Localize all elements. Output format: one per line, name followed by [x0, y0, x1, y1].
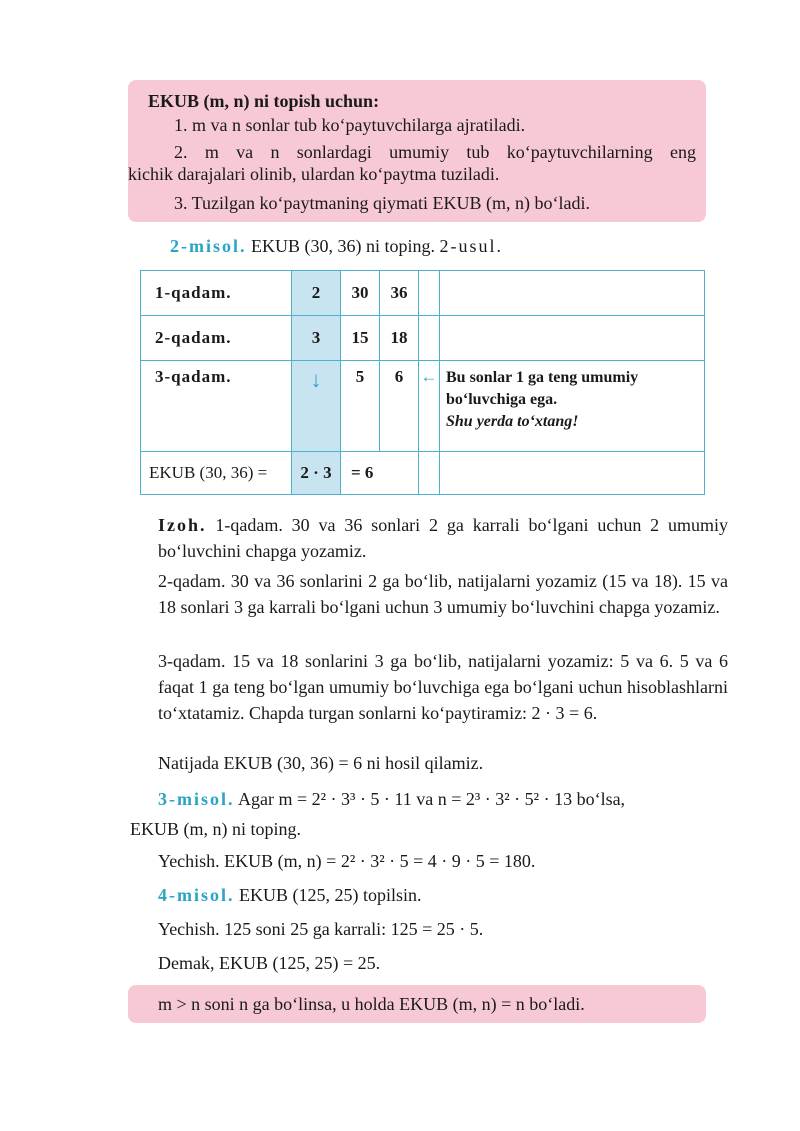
rule-step-1: 1. m va n sonlar tub ko‘paytuvchilarga ajratiladi. — [174, 115, 526, 135]
arrow-cell — [419, 271, 440, 316]
arrow-cell — [419, 316, 440, 361]
step-label: 2-qadam. — [141, 316, 292, 361]
izoh-paragraph-1 — [130, 512, 728, 564]
example-3-solution: Yechish. EKUB (m, n) = 2² · 3² · 5 = 4 · 9 · 5 = 180. — [158, 851, 536, 871]
value-b-cell: 18 — [380, 316, 419, 361]
result-label: EKUB (30, 36) = — [141, 452, 292, 495]
table-row — [141, 271, 705, 316]
fact-text: m > n soni n ga bo‘linsa, u holda EKUB (m, n) = n bo‘ladi. — [158, 994, 585, 1014]
table-row — [141, 316, 705, 361]
rule-title: EKUB (m, n) ni topish uchun: — [148, 91, 380, 111]
example-3-label: 3-misol. — [158, 789, 235, 809]
example-4-text: EKUB (125, 25) topilsin. — [239, 885, 422, 905]
result-value: = 6 — [341, 452, 419, 495]
example-3-text: Agar m = 2² · 3³ · 5 · 11 va n = 2³ · 3² · 5² · 13 bo‘lsa, — [238, 789, 626, 809]
rule-step-2-line-2: kichik darajalari olinib, ulardan ko‘paytma tuziladi. — [128, 164, 500, 184]
rule-step-2-line-1: 2. m va n sonlardagi umumiy tub ko‘paytuvchilarning eng — [174, 142, 696, 162]
result-product: 2 · 3 — [292, 452, 341, 495]
example-2-label: 2-misol. — [170, 236, 247, 256]
step-label: 1-qadam. — [141, 271, 292, 316]
value-b-cell: 6 — [380, 361, 419, 452]
table-row — [141, 361, 705, 452]
example-2-heading — [170, 234, 503, 258]
value-a-cell: 5 — [341, 361, 380, 452]
step-label: 3-qadam. — [141, 361, 292, 452]
note-cell — [440, 316, 705, 361]
steps-table — [140, 270, 705, 495]
rule-box — [128, 80, 706, 222]
note-line-2: bo‘luvchiga ega. — [446, 391, 558, 408]
example-3 — [130, 786, 728, 812]
izoh-p1: 1-qadam. 30 va 36 sonlari 2 ga karrali bo‘lgani uchun 2 umumiy bo‘luvchini chapga yozamiz. — [158, 515, 729, 561]
value-a-cell: 15 — [341, 316, 380, 361]
example-4-solution: Yechish. 125 soni 25 ga karrali: 125 = 25 · 5. — [158, 919, 484, 939]
example-4-conclusion: Demak, EKUB (125, 25) = 25. — [158, 953, 381, 973]
example-2-method: 2-usul. — [439, 236, 503, 256]
value-b-cell: 36 — [380, 271, 419, 316]
example-3-text-2: EKUB (m, n) ni toping. — [130, 819, 301, 839]
note-line-3: Shu yerda to‘xtang! — [446, 413, 579, 430]
table-row — [141, 452, 705, 495]
note-cell — [440, 361, 705, 452]
example-4 — [130, 882, 728, 908]
example-2-text: EKUB (30, 36) ni toping. — [251, 236, 435, 256]
rule-step-3: 3. Tuzilgan ko‘paytmaning qiymati EKUB (m, n) bo‘ladi. — [174, 193, 590, 213]
divisor-cell: 2 — [292, 271, 341, 316]
izoh-paragraph-2: 2-qadam. 30 va 36 sonlarini 2 ga bo‘lib, natijalarni yozamiz (15 va 18). 15 va 18 sonlari 3 ga karrali bo‘lgani uchun 3 umumiy bo‘luvchini chapga yozamiz. — [158, 571, 728, 617]
fact-box — [128, 985, 706, 1023]
down-arrow-icon: ↓ — [292, 361, 341, 452]
note-line-1: Bu sonlar 1 ga teng umumiy — [446, 369, 639, 386]
divisor-cell: 3 — [292, 316, 341, 361]
izoh-paragraph-3: 3-qadam. 15 va 18 sonlarini 3 ga bo‘lib, natijalarni yozamiz: 5 va 6. 5 va 6 faqat 1 ga teng bo‘lgan umumiy bo‘luvchiga ega bo‘lgani uchun hisoblashlarni to‘xtatamiz. Chapda turgan sonlarni ko‘paytiramiz: 2 · 3 = 6. — [158, 651, 728, 723]
note-cell — [440, 452, 705, 495]
value-a-cell: 30 — [341, 271, 380, 316]
example-4-label: 4-misol. — [158, 885, 235, 905]
arrow-cell — [419, 452, 440, 495]
izoh-result: Natijada EKUB (30, 36) = 6 ni hosil qilamiz. — [158, 753, 484, 773]
izoh-label: Izoh. — [158, 515, 207, 535]
note-cell — [440, 271, 705, 316]
left-arrow-icon: ← — [419, 361, 440, 452]
